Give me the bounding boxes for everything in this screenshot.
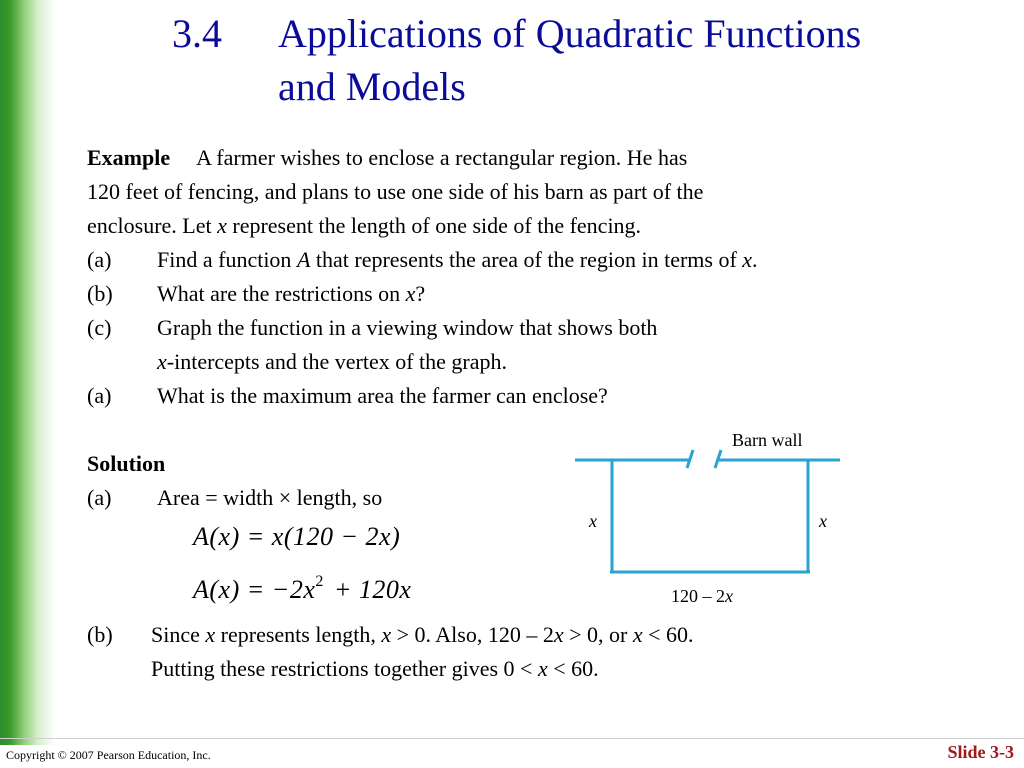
bottom-side-label: [671, 586, 733, 606]
b-line1-a: Since: [151, 622, 206, 647]
slide-title-line1: Applications of Quadratic Functions: [278, 11, 862, 56]
example-line3-pre: enclosure. Let: [87, 213, 218, 238]
var-x: x: [205, 622, 216, 647]
part-c-label: (c): [87, 315, 112, 340]
barn-wall-label: Barn wall: [732, 430, 803, 450]
part-b-text: [157, 281, 425, 307]
part-a-pre: Find a function: [157, 247, 297, 272]
b-line2-a: Putting these restrictions together gives 0 <: [151, 656, 538, 681]
example-line2: 120 feet of fencing, and plans to use one side of his barn as part of the: [87, 179, 704, 204]
bottom-label-text: 120 – 2: [671, 586, 725, 606]
b-line1-c: > 0. Also, 120 – 2: [391, 622, 554, 647]
part-a-post: .: [752, 247, 758, 272]
part-c-line2-post: -intercepts and the vertex of the graph.: [166, 349, 508, 374]
example-line3: [87, 213, 641, 239]
solution-b-label: (b): [87, 622, 113, 647]
bottom-label-var: x: [725, 586, 733, 606]
var-x: x: [553, 622, 564, 647]
solution-a-label: (a): [87, 485, 112, 510]
var-x: x: [632, 622, 643, 647]
equation-2-lhs: A(x) = −2x: [193, 575, 316, 604]
right-side-label: x: [819, 511, 827, 531]
part-a-text: [157, 247, 758, 273]
part-a-mid: that represents the area of the region in terms of: [310, 247, 743, 272]
sidebar-gradient: [0, 0, 55, 745]
slide-number: Slide 3-3: [947, 742, 1014, 762]
part-a-label: (a): [87, 247, 112, 272]
footer-divider: [0, 738, 1024, 739]
fence-diagram: [560, 420, 860, 620]
part-d-text: What is the maximum area the farmer can enclose?: [157, 383, 608, 408]
b-line1-e: < 60.: [642, 622, 694, 647]
var-x: x: [157, 349, 167, 374]
section-number: 3.4: [172, 11, 222, 56]
equation-2-rhs: + 120x: [333, 575, 412, 604]
part-b-post: ?: [415, 281, 426, 306]
b-line1-d: > 0, or: [563, 622, 633, 647]
solution-b-line1: [151, 622, 694, 648]
copyright-text: Copyright © 2007 Pearson Education, Inc.: [6, 748, 211, 762]
equation-2: [193, 574, 411, 606]
part-b-pre: What are the restrictions on: [157, 281, 406, 306]
example-heading: Example: [87, 145, 171, 170]
var-x: x: [217, 213, 227, 238]
example-line1: [87, 145, 687, 171]
equation-1: A(x) = x(120 − 2x): [193, 522, 401, 551]
var-x: x: [537, 656, 548, 681]
part-c-line1: Graph the function in a viewing window that shows both: [157, 315, 658, 340]
var-A: A: [296, 247, 311, 272]
b-line2-b: < 60.: [547, 656, 599, 681]
left-side-label: x: [589, 511, 597, 531]
var-x: x: [381, 622, 392, 647]
var-x: x: [742, 247, 753, 272]
solution-a-text: Area = width × length, so: [157, 485, 383, 510]
part-d-label: (a): [87, 383, 112, 408]
b-line1-b: represents length,: [215, 622, 382, 647]
example-line3-post: represent the length of one side of the fencing.: [226, 213, 642, 238]
example-text-1: A farmer wishes to enclose a rectangular region. He has: [196, 145, 688, 170]
solution-heading: Solution: [87, 451, 166, 476]
solution-b-line2: [151, 656, 599, 682]
var-x: x: [405, 281, 416, 306]
slide-title-line2: and Models: [278, 64, 466, 109]
part-b-label: (b): [87, 281, 113, 306]
equation-2-exponent: 2: [315, 573, 324, 590]
part-c-line2: [157, 349, 507, 375]
